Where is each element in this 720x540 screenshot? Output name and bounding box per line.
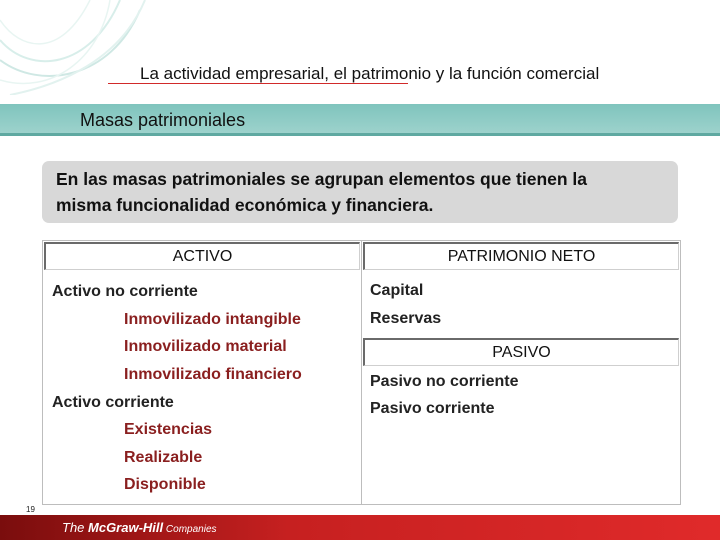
decorative-swirl-graphic <box>0 0 150 95</box>
disponible: Disponible <box>124 476 206 493</box>
intro-line-1: En las masas patrimoniales se agrupan elementos que tienen la <box>56 169 588 189</box>
inmovilizado-material: Inmovilizado material <box>124 338 287 355</box>
pasivo-corriente: Pasivo corriente <box>370 400 495 417</box>
realizable: Realizable <box>124 449 203 466</box>
chapter-title: La actividad empresarial, el patrimonio y la función comercial <box>140 64 600 83</box>
logo-brand: McGraw-Hill <box>88 520 164 535</box>
existencias: Existencias <box>124 421 213 438</box>
page-number: 19 <box>26 505 35 514</box>
pasivo-no-corriente: Pasivo no corriente <box>370 373 519 390</box>
activo-header: ACTIVO <box>44 242 360 270</box>
capital: Capital <box>370 282 424 299</box>
reservas: Reservas <box>370 310 442 327</box>
activo-no-corriente: Activo no corriente <box>52 283 198 300</box>
patrimonio-neto-header: PATRIMONIO NETO <box>363 242 679 270</box>
inmovilizado-financiero: Inmovilizado financiero <box>124 366 302 383</box>
activo-corriente: Activo corriente <box>52 394 174 411</box>
intro-line-2: misma funcionalidad económica y financiera. <box>56 195 434 215</box>
publisher-logo <box>62 520 217 535</box>
logo-companies: Companies <box>163 524 217 535</box>
pasivo-header: PASIVO <box>363 338 679 366</box>
inmovilizado-intangible: Inmovilizado intangible <box>124 311 301 328</box>
intro-box <box>42 161 678 223</box>
section-title: Masas patrimoniales <box>80 110 246 130</box>
title-underline <box>108 83 408 84</box>
logo-the: The <box>62 520 89 535</box>
